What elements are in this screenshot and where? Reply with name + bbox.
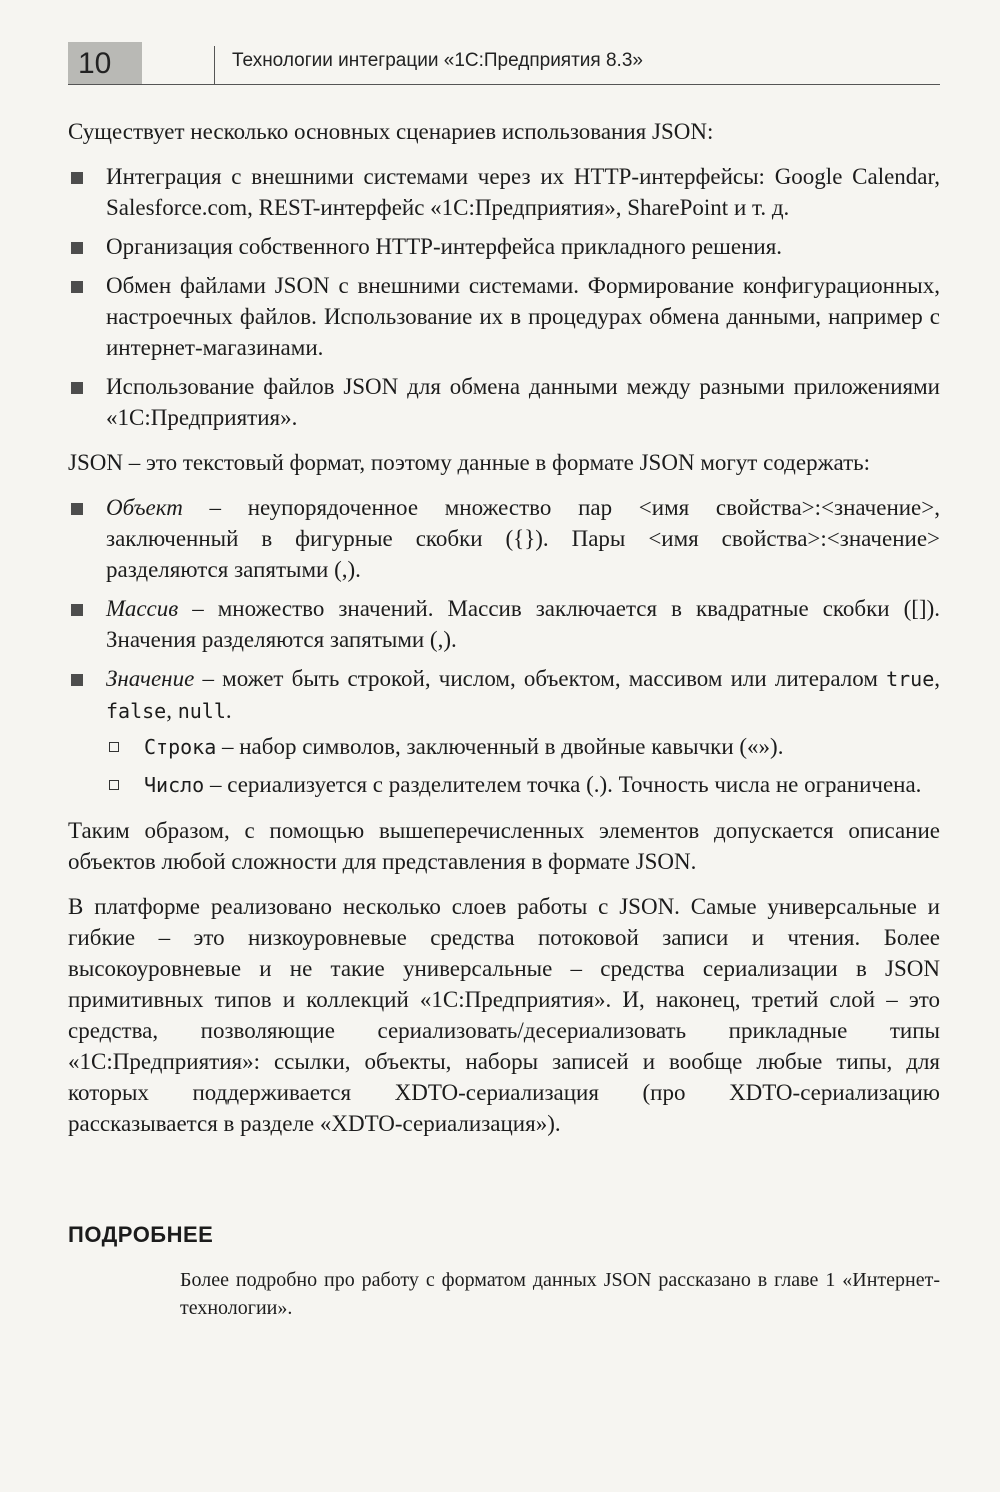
page-number: 10 — [68, 42, 142, 84]
square-bullet-icon — [71, 172, 83, 184]
list-item: Обмен файлами JSON с внешними системами. Формирование конфигурационных, настроечных файлов. Использование их в процедурах обмена данными, например с интернет-магазинами. — [68, 270, 940, 363]
term-array: Массив — [106, 596, 179, 621]
value-subtypes-list — [106, 731, 940, 801]
term-object: Объект — [106, 495, 183, 520]
list-item-number: Число – сериализуется с разделителем точка (.). Точность числа не ограничена. — [106, 769, 940, 801]
square-bullet-icon — [71, 674, 83, 686]
list-item: Использование файлов JSON для обмена данными между разными приложениями «1С:Предприятия». — [68, 371, 940, 433]
scenario-list — [68, 161, 940, 433]
list-item-object: Объект – неупорядоченное множество пар <имя свойства>:<значение>, заключенный в фигурные скобки ({}). Пары <имя свойства>:<значение> разделяются запятыми (,). — [68, 492, 940, 585]
format-intro-paragraph: JSON – это текстовый формат, поэтому данные в формате JSON могут содержать: — [68, 450, 871, 475]
conclusion-paragraph: Таким образом, с помощью вышеперечисленных элементов допускается описание объектов любой сложности для представления в формате JSON. — [68, 818, 940, 874]
list-item: Интеграция с внешними системами через их HTTP-интерфейсы: Google Calendar, Salesforce.com, REST-интерфейс «1С:Предприятия», SharePoint и т. д. — [68, 161, 940, 223]
term-string: Строка — [144, 735, 217, 759]
intro-paragraph: Существует несколько основных сценариев использования JSON: — [68, 119, 714, 144]
list-item-value: Значение – может быть строкой, числом, объектом, массивом или литералом true, false, null. Строка – набор символов, заключенный в двойные кавычки («»). Число – сериализуется с разделителем точка (.). Точность числа не ограничена. — [68, 663, 940, 801]
list-item-array: Массив – множество значений. Массив заключается в квадратные скобки ([]). Значения разделяются запятыми (,). — [68, 593, 940, 655]
header-separator — [214, 46, 215, 84]
layers-paragraph: В платформе реализовано несколько слоев работы с JSON. Самые универсальные и гибкие – это низкоуровневые средства потоковой записи и чтения. Более высокоуровневые и не такие универсальные – средства сериализации в JSON примитивных типов и коллекций «1С:Предприятия». И, наконец, третий слой – это средства, позволяющие сериализовать/десериализовать прикладные типы «1С:Предприятия»: ссылки, объекты, наборы записей и вообще любые типы, для которых поддерживается XDTO-сериализация (про XDTO-сериализацию рассказывается в разделе «XDTO-сериализация»). — [68, 894, 940, 1136]
square-bullet-icon — [71, 242, 83, 254]
list-item-string: Строка – набор символов, заключенный в двойные кавычки («»). — [106, 731, 940, 763]
square-bullet-icon — [71, 382, 83, 394]
literal-false: false — [106, 699, 167, 723]
running-title: Технологии интеграции «1С:Предприятия 8.3» — [232, 50, 643, 71]
more-heading: ПОДРОБНЕЕ — [68, 1222, 214, 1247]
page-body — [68, 116, 940, 1153]
literal-true: true — [886, 667, 935, 691]
json-elements-list — [68, 492, 940, 801]
page-header — [68, 42, 940, 85]
hollow-square-bullet-icon — [109, 780, 119, 790]
hollow-square-bullet-icon — [109, 742, 119, 752]
term-number: Число — [144, 773, 205, 797]
list-item: Организация собственного HTTP-интерфейса прикладного решения. — [68, 231, 940, 262]
literal-null: null — [177, 699, 226, 723]
more-note: Более подробно про работу с форматом данных JSON рассказано в главе 1 «Интернет-технологии». — [180, 1269, 940, 1319]
square-bullet-icon — [71, 503, 83, 515]
square-bullet-icon — [71, 604, 83, 616]
term-value: Значение — [106, 666, 195, 691]
square-bullet-icon — [71, 281, 83, 293]
